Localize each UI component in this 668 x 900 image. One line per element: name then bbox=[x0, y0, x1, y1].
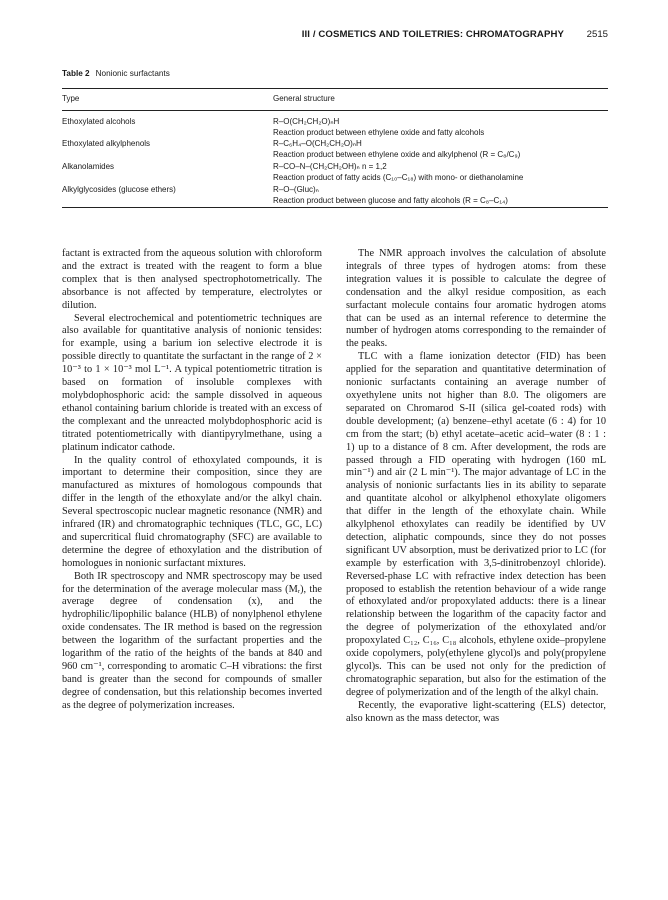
row-formula: R–O(CH₂CH₂O)ₙH bbox=[273, 117, 340, 126]
paragraph: TLC with a flame ionization detector (FID) has been applied for the separation and quantitative determination of nonionic surfactants containing an average number of oxyethylene units not higher than 8.0. The oligomers are separated on Chromarod S-II (silica gel-coated rods) with double development; (a) benzene–ethyl acetate (6 : 4) for 10 cm from the start; (b) ethyl acetate–acetic acid–water (8 : 1 : 1) up to a distance of 8 cm. After development, the rods are passed through a FID operating with hydrogen (160 mL min⁻¹) and air (2 L min⁻¹). The major advantage of LC in the analysis of nonionic surfactants lies in its ability to separate and quantitate alcohol or alkylphenol ethoxylate oligomers that differ in the length of the ethoxylate chain. While alkylphenol ethoxylates can readily be identified by UV detection, aliphatic compounds, since they do not posses significant UV absorption, must be derivatized prior to LC (for example by esterfication with 3,5-dinitrobenzoyl chloride). Reversed-phase LC with refractive index detection has been proposed to establish the retention behaviour of a wide range of ethoxylated and/or propoxylated adducts: there is a linear relationship between the logarithm of the capacity factor and the degree of polymerization of the ethoxylated and/or propoxylated C₁₂, C₁₆, C₁₈ alcohols, ethylene oxide–propylene oxide copolymers, poly(ethylene glycol)s and poly(propylene glycol)s. This can be used not only for the prediction of chromatographic separation, but also for the estimation of the degree of polymerization and of the length of the alkyl chain. bbox=[346, 351, 606, 698]
page-header bbox=[62, 29, 608, 43]
table-col-type: Type bbox=[62, 94, 80, 103]
paragraph: factant is extracted from the aqueous solution with chloroform and the extract is treated with the reagent to form a blue complex that is then analysed spectrophotometrically. The absorbance is not affected by temperature, electrolytes or dilution. bbox=[62, 248, 322, 311]
running-head: III / COSMETICS AND TOILETRIES: CHROMATOGRAPHY bbox=[301, 29, 564, 40]
body-column-right bbox=[346, 248, 606, 726]
row-note: Reaction product between ethylene oxide and fatty alcohols bbox=[273, 127, 485, 137]
row-formula: R–C₆H₄–O(CH₂CH₂O)ₙH bbox=[273, 139, 362, 148]
paragraph: Both IR spectroscopy and NMR spectroscopy may be used for the determination of the average molecular mass (Mᵣ), the average degree of condensation (x), and the hydrophilic/lipophilic balance (HLB) of nonylphenol ethylene oxide condensates. The IR method is based on the regression between the logarithm of the surfactant properties and the logarithm of the ratio of the heights of the bands at 840 and 960 cm⁻¹, corresponding to aromatic C–H vibrations: the first band is greater than the second for compounds of smaller degree of condensation, but this relationship becomes inverted as the degree of polymerization increases. bbox=[62, 570, 322, 711]
row-note: Reaction product between glucose and fatty alcohols (R = C₈–C₁₄) bbox=[273, 195, 508, 205]
row-type: Alkylglycosides (glucose ethers) bbox=[62, 185, 176, 194]
page-number: 2515 bbox=[586, 29, 608, 40]
row-formula: R–O–(Gluc)ₙ bbox=[273, 185, 319, 194]
table-col-structure: General structure bbox=[273, 94, 335, 103]
paragraph: Recently, the evaporative light-scattering (ELS) detector, also known as the mass detector, was bbox=[346, 699, 606, 724]
row-formula: R–CO–N–(CH₂CH₂OH)ₙ n = 1,2 bbox=[273, 162, 387, 171]
paragraph: The NMR approach involves the calculation of absolute integrals of three types of hydrogen atoms: from these integration values it is possible to calculate the degree of condensation and the alkyl residue composition, as each surfactant molecule contains four aromatic hydrogen atoms that can be used as an internal reference to determine the number of hydrogen atoms corresponding to the remainder of the peaks. bbox=[346, 248, 606, 350]
row-type: Alkanolamides bbox=[62, 162, 115, 171]
table-top-rule bbox=[62, 88, 608, 89]
table-caption: Nonionic surfactants bbox=[95, 69, 170, 78]
row-note: Reaction product of fatty acids (C₁₀–C₁₈) with mono- or diethanolamine bbox=[273, 172, 524, 182]
table-label: Table 2 bbox=[62, 69, 90, 78]
table-title bbox=[62, 69, 170, 78]
table-header-rule bbox=[62, 110, 608, 111]
row-type: Ethoxylated alcohols bbox=[62, 117, 136, 126]
paragraph: In the quality control of ethoxylated compounds, it is important to determine their composition, since they are manufactured as mixtures of homologous compounds that differ in the length of the ethoxylate and/or the alkyl chain. Several spectroscopic nuclear magnetic resonance (NMR) and infrared (IR) and chromatographic techniques (TLC, GC, LC) and supercritical fluid chromatography (SFC) are available to determine the degree of ethoxylation and the distribution of homologues in nonionic surfactant mixtures. bbox=[62, 454, 322, 569]
row-note: Reaction product between ethylene oxide and alkylphenol (R = C₈/C₉) bbox=[273, 149, 521, 159]
paragraph: Several electrochemical and potentiometric techniques are also available for quantitative analysis of nonionic tensides: for example, using a barium ion selective electrode it is possible directly to quantitate the surfactant in the range of 2 × 10⁻³ to 1 × 10⁻³ mol L⁻¹. A typical potentiometric titration is based on formation of insoluble complexes with molybdophosphoric acid: the sample dissolved in aqueous ethanol containing barium chloride is treated with an excess of the complexant and the unreacted molybdophosphoric acid is titrated potentiometrically with diantipyrylmethane, using a platinum indicator cathode. bbox=[62, 312, 322, 453]
row-type: Ethoxylated alkylphenols bbox=[62, 139, 151, 148]
table-bottom-rule bbox=[62, 207, 608, 208]
body-column-left bbox=[62, 248, 322, 713]
